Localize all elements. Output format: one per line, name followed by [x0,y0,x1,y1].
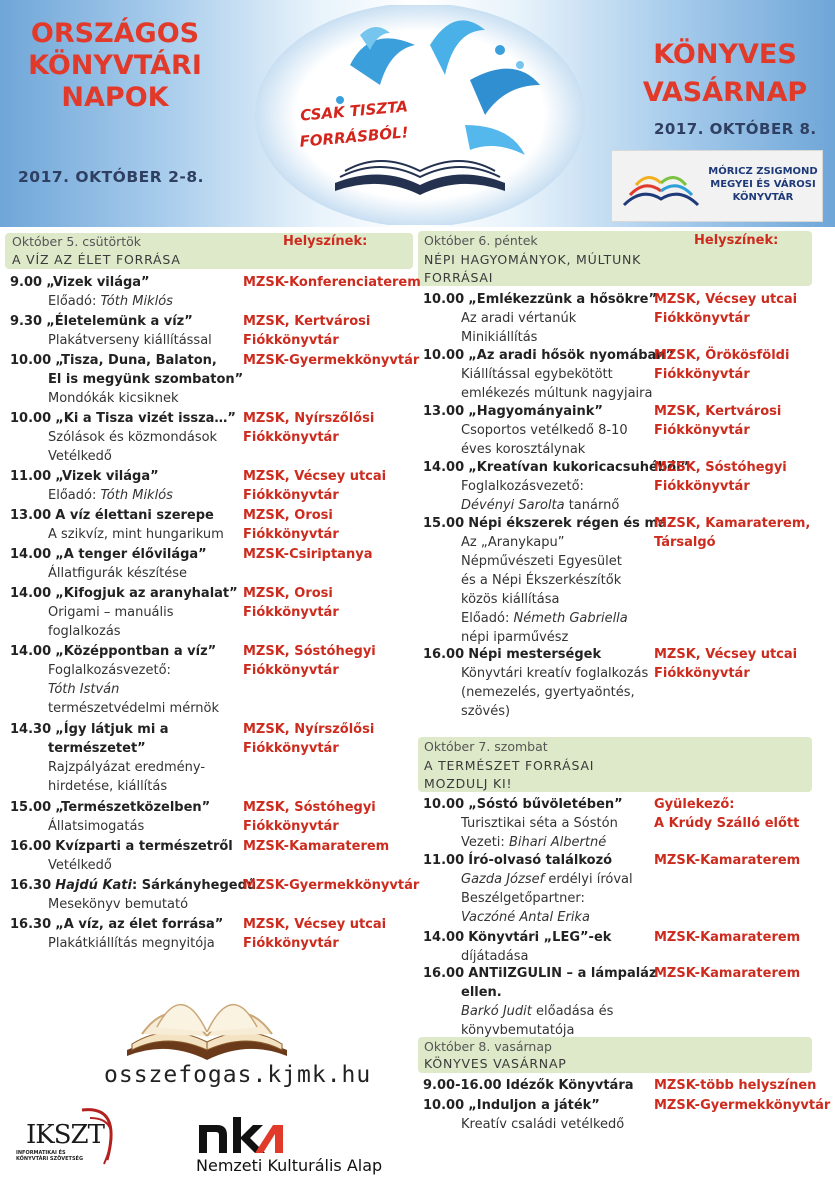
event-venue [654,1076,816,1095]
event-time: 10.00 [10,353,52,368]
event-heading [10,584,238,603]
event-description: Rajzpályázat eredmény- [48,760,206,775]
event-time: 15.00 [10,800,52,815]
venue-line: Fiókkönyvtár [654,311,750,326]
event-heading [10,915,223,934]
event-description: (nemezelés, gyertyaöntés, [461,685,635,700]
event-title: A víz élettani szerepe [55,508,214,523]
event-description: Minikiállítás [461,330,538,345]
event-title-cont: El is megyünk szombaton” [48,372,244,387]
event-time: 15.00 [423,516,465,531]
event-venue [654,1096,830,1115]
event-description: Beszélgetőpartner: [461,891,585,906]
event-description: és a Népi Ékszerkészítők [461,573,622,588]
event-venue [654,928,800,947]
event-oct5-12 [10,837,233,875]
event-title: „Tisza, Duna, Balaton, [55,353,217,368]
venue-line: A Krúdy Szálló előtt [654,816,800,831]
event-description: könyvbemutatója [461,1023,575,1038]
venue-line: MZSK, Orosi [243,586,333,601]
event-description: foglalkozás [48,624,121,639]
event-title: ANTiIZGULIN – a lámpaláz [468,966,657,981]
event-time: 14.00 [10,644,52,659]
event-description: Barkó Judit előadása és [461,1004,614,1019]
event-description: Kreatív családi vetélkedő [461,1117,625,1132]
event-description: természetvédelmi mérnök [48,701,220,716]
event-oct8-2 [423,1096,624,1134]
event-title: „Kreatívan kukoricacsuhéból” [468,460,690,475]
event-time: 16.00 [423,966,465,981]
venue-line: Fiókkönyvtár [243,333,339,348]
event-venue [654,458,787,496]
event-oct7-4 [423,964,657,1040]
sunday-date: 2017. OKTÓBER 8. [654,120,817,138]
venue-line: MZSK-Kamaraterem [654,853,801,868]
event-oct6-4 [423,458,689,515]
event-description: éves korosztálynak [461,442,586,457]
event-heading [10,467,173,486]
event-oct7-1 [423,795,623,852]
library-logo [611,150,823,222]
venue-line: Fiókkönyvtár [654,367,750,382]
day-theme-oct6: NÉPI HAGYOMÁNYOK, MÚLTUNK FORRÁSAI [424,252,642,285]
event-description: Gazda József erdélyi íróval [461,872,633,887]
event-venue [243,545,372,564]
event-description: Origami – manuális [48,605,174,620]
event-title: „Hagyományaink” [468,404,603,419]
event-description: Dévényi Sarolta tanárnő [461,498,620,513]
event-description: Előadó: Németh Gabriella [461,611,628,626]
event-description: népi iparművész [461,630,569,645]
venue-line: Fiókkönyvtár [243,663,339,678]
venue-line: MZSK, Sóstóhegyi [243,644,376,659]
event-heading [10,876,256,895]
event-venue [243,409,374,447]
event-venue [654,645,797,683]
event-oct6-3 [423,402,628,459]
event-title-cont: természetet” [48,741,146,756]
event-time: 16.00 [423,647,465,662]
venue-line: MZSK, Orosi [243,508,333,523]
venue-line: Gyülekező: [654,797,735,812]
event-heading [10,798,210,817]
venue-line: MZSK, Nyírszőlősi [243,411,375,426]
event-oct6-6 [423,645,648,721]
event-venue [243,506,339,544]
event-time: 14.30 [10,722,52,737]
event-heading [423,964,657,983]
event-description: Állatsimogatás [48,819,145,834]
venue-line: MZSK-több helyszínen [654,1078,817,1093]
event-venue [243,876,419,895]
event-description: Az „Aranykapu” [461,535,565,550]
event-description: Plakátverseny kiállítással [48,333,212,348]
event-heading [10,642,219,661]
event-time: 13.00 [423,404,465,419]
event-heading [423,645,648,664]
event-venue [243,837,389,856]
event-heading [10,273,173,292]
venue-line: Fiókkönyvtár [243,527,339,542]
event-description: Népművészeti Egyesület [461,554,622,569]
event-title: „Sóstó bűvöletében” [468,797,623,812]
event-description: Vaczóné Antal Erika [461,910,590,925]
event-description: Plakátkiállítás megnyitója [48,936,215,951]
event-title: Idézők Könyvtára [505,1078,634,1093]
event-dates: 2017. OKTÓBER 2-8. [18,168,204,186]
website-url[interactable]: osszefogas.kjmk.hu [104,1062,372,1088]
event-time: 14.00 [423,460,465,475]
event-venue [654,795,799,833]
event-title: „Emlékezzünk a hősökre” [468,292,658,307]
day-label-oct5: Október 5. csütörtök [12,234,142,249]
event-time: 11.00 [10,469,52,484]
event-oct5-1 [10,273,173,311]
event-venue [654,964,800,983]
event-description: Foglalkozásvezető: [48,663,171,678]
venue-line: Fiókkönyvtár [243,430,339,445]
event-title: Könyvtári „LEG”-ek [468,930,612,945]
venue-line: MZSK-Konferenciaterem [243,275,421,290]
venue-line: MZSK, Nyírszőlősi [243,722,375,737]
event-heading [10,351,243,370]
venue-line: Fiókkönyvtár [654,666,750,681]
event-title: Hajdú Kati: Sárkányhegedű [55,878,257,893]
event-oct5-7 [10,545,207,583]
open-book-icon [122,972,292,1062]
event-description: hirdetése, kiállítás [48,779,168,794]
venue-line: MZSK, Vécsey utcai [654,647,798,662]
event-description: szövés) [461,704,511,719]
venue-line: MZSK, Vécsey utcai [654,292,798,307]
event-description: Vetélkedő [48,858,112,873]
venue-line: Fiókkönyvtár [243,741,339,756]
venue-line: MZSK-Kamaraterem [654,930,801,945]
event-title: „Ki a Tisza vizét issza…” [55,411,236,426]
event-oct5-10 [10,720,205,796]
event-time: 16.30 [10,917,52,932]
event-time: 16.00 [10,839,52,854]
event-time: 10.00 [423,797,465,812]
event-description: Szólások és közmondások [48,430,218,445]
event-time: 13.00 [10,508,52,523]
event-description: Előadó: Tóth Miklós [48,488,173,503]
event-title: „Az aradi hősök nyomában” [468,348,675,363]
event-description: Kiállítással egybekötött [461,367,613,382]
event-description: közös kiállítása [461,592,560,607]
venue-line: MZSK-Kamaraterem [243,839,390,854]
event-venue [654,514,810,552]
event-venue [654,346,789,384]
event-description: Vezeti: Bihari Albertné [461,835,607,850]
event-heading [423,851,633,870]
venue-line: Fiókkönyvtár [654,479,750,494]
event-oct6-2 [423,346,674,403]
event-time: 16.30 [10,878,52,893]
event-title: „A víz, az élet forrása” [55,917,224,932]
venue-line: Társalgó [654,535,716,550]
event-venue [243,915,386,953]
venue-line: MZSK, Kertvárosi [243,314,371,329]
venue-line: MZSK, Sóstóhegyi [654,460,787,475]
event-title: ORSZÁGOS KÖNYVTÁRI NAPOK [28,18,202,113]
event-description: Mondókák kicsiknek [48,391,179,406]
event-venue [243,351,419,370]
event-heading [423,795,623,814]
event-title: Népi mesterségek [468,647,602,662]
event-venue [243,467,386,505]
venue-line: MZSK, Vécsey utcai [243,917,387,932]
event-title: Író-olvasó találkozó [468,853,613,868]
event-title: „Induljon a játék” [468,1098,600,1113]
day-label-oct7: Október 7. szombat [424,739,548,754]
event-oct6-1 [423,290,657,347]
event-venue [243,720,374,758]
event-oct8-1 [423,1076,634,1095]
event-description: Vetélkedő [48,449,112,464]
nka-name: Nemzeti Kulturális Alap [196,1156,383,1175]
event-time: 10.00 [423,348,465,363]
event-time: 11.00 [423,853,465,868]
event-heading [423,928,611,947]
day-theme-oct8: KÖNYVES VASÁRNAP [424,1056,567,1071]
event-time: 10.00 [423,292,465,307]
day-theme-oct7: A TERMÉSZET FORRÁSAI MOZDULJ KI! [424,758,595,791]
event-oct5-8 [10,584,238,641]
event-time: 9.00 [10,275,43,290]
event-title: „Így látjuk mi a [55,722,169,737]
event-venue [243,273,421,292]
day-label-oct6: Október 6. péntek [424,233,538,248]
event-description: Előadó: Tóth Miklós [48,294,173,309]
venue-line: Fiókkönyvtár [654,423,750,438]
event-title: „Vizek világa” [55,469,159,484]
event-description: emlékezés múltunk nagyjaira [461,386,653,401]
event-title-cont: ellen. [461,985,502,1000]
event-title: „Kifogjuk az aranyhalat” [55,586,238,601]
event-description: A szikvíz, mint hungarikum [48,527,224,542]
event-title: „Természetközelben” [55,800,211,815]
event-heading [423,290,657,309]
venue-line: MZSK, Kamaraterem, [654,516,811,531]
event-oct5-4 [10,409,236,466]
event-oct7-2 [423,851,633,927]
sunday-title: KÖNYVES VASÁRNAP [642,39,808,108]
venues-heading-oct5: Helyszínek: [283,234,368,249]
venue-line: Fiókkönyvtár [243,605,339,620]
event-oct6-5 [423,514,667,647]
event-oct5-9 [10,642,219,718]
event-description: Csoportos vetélkedő 8-10 [461,423,628,438]
event-description: Állatfigurák készítése [48,566,187,581]
event-time: 14.00 [423,930,465,945]
event-description: Foglalkozásvezető: [461,479,584,494]
event-description: Az aradi vértanúk [461,311,577,326]
event-title: „Vizek világa” [46,275,150,290]
event-oct5-5 [10,467,173,505]
event-description: Turisztikai séta a Sóstón [461,816,618,831]
event-heading [423,458,689,477]
slogan: CSAK TISZTA FORRÁSBÓL! [298,97,410,151]
venue-line: MZSK-Kamaraterem [654,966,801,981]
venue-line: Fiókkönyvtár [243,488,339,503]
venue-line: MZSK, Sóstóhegyi [243,800,376,815]
day-label-oct8: Október 8. vasárnap [424,1039,552,1054]
event-time: 10.00 [423,1098,465,1113]
event-oct5-14 [10,915,223,953]
event-description: Könyvtári kreatív foglalkozás [461,666,649,681]
event-heading [423,402,628,421]
event-description: Tóth István [48,682,120,697]
event-oct5-2 [10,312,212,350]
event-venue [243,798,376,836]
event-heading [10,545,207,564]
ikszt-logo: IKSZT INFORMATIKAI ÉS KÖNYVTÁRI SZÖVETSÉG [12,1100,127,1170]
event-heading [10,409,236,428]
venue-line: MZSK-Gyermekkönyvtár [654,1098,831,1113]
event-description: díjátadása [461,949,529,964]
event-time: 14.00 [10,547,52,562]
event-oct5-6 [10,506,224,544]
event-heading [423,1076,634,1095]
event-time: 9.00-16.00 [423,1078,502,1093]
library-name: MÓRICZ ZSIGMOND MEGYEI ÉS VÁROSI KÖNYVTÁR [708,166,818,203]
venue-line: MZSK, Örökösföldi [654,348,790,363]
event-title: „Középpontban a víz” [55,644,217,659]
event-oct7-3 [423,928,611,966]
venues-heading-oct6: Helyszínek: [694,233,779,248]
event-oct5-11 [10,798,210,836]
event-venue [243,642,376,680]
event-heading [423,346,674,365]
event-oct5-3 [10,351,243,408]
event-title: Kvízparti a természetről [55,839,233,854]
venue-line: Fiókkönyvtár [243,936,339,951]
event-time: 14.00 [10,586,52,601]
open-book-logo-icon [620,161,702,211]
event-title: „Életelemünk a víz” [46,314,193,329]
event-venue [654,402,781,440]
event-heading [10,506,224,525]
event-heading [10,720,205,739]
event-heading [10,837,233,856]
venue-line: MZSK, Vécsey utcai [243,469,387,484]
event-venue [654,290,797,328]
event-venue [243,584,339,622]
venue-line: Fiókkönyvtár [243,819,339,834]
event-venue [654,851,800,870]
event-heading [10,312,212,331]
venue-line: MZSK-Csiriptanya [243,547,373,562]
venue-line: MZSK-Gyermekkönyvtár [243,353,420,368]
event-title: „A tenger élővilága” [55,547,207,562]
event-title: Népi ékszerek régen és ma [468,516,667,531]
day-theme-oct5: A VÍZ AZ ÉLET FORRÁSA [12,252,181,267]
event-description: Mesekönyv bemutató [48,897,189,912]
event-heading [423,1096,624,1115]
venue-line: MZSK-Gyermekkönyvtár [243,878,420,893]
event-venue [243,312,370,350]
event-oct5-13 [10,876,256,914]
event-time: 9.30 [10,314,43,329]
event-heading [423,514,667,533]
venue-line: MZSK, Kertvárosi [654,404,782,419]
event-time: 10.00 [10,411,52,426]
